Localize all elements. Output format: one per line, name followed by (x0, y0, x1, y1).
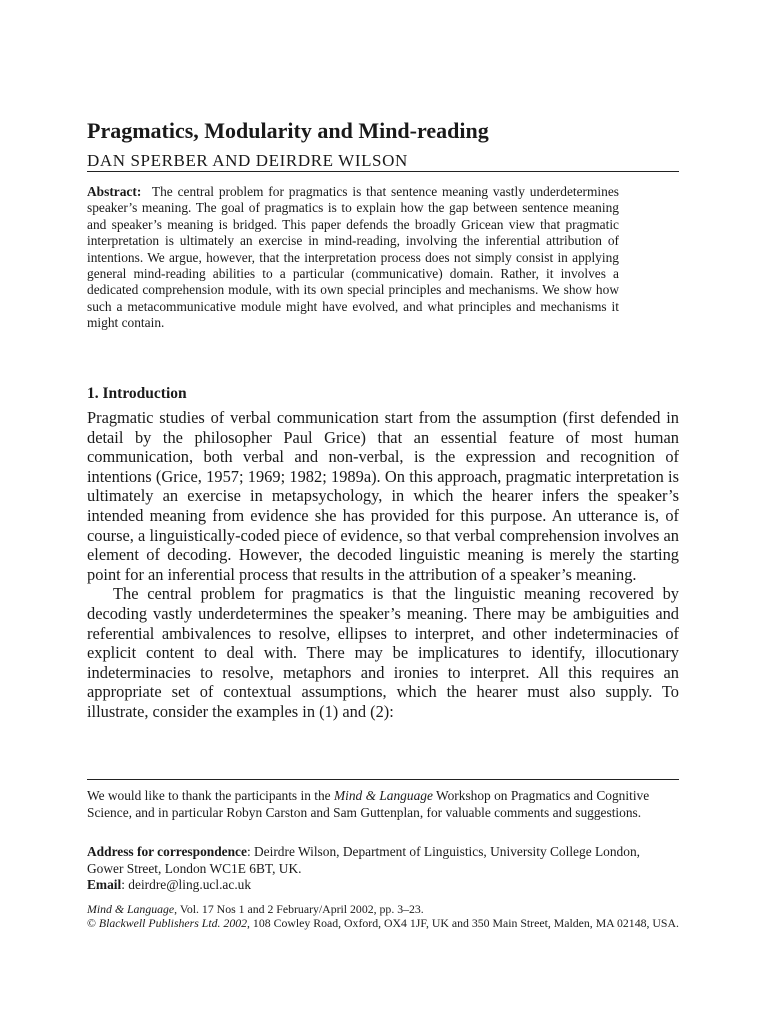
acknowledgement-note (87, 787, 679, 821)
email-label: Email (87, 877, 122, 892)
copyright-symbol: © (87, 916, 96, 930)
article-authors: DAN SPERBER AND DEIRDRE WILSON (87, 151, 408, 170)
body-paragraph: The central problem for pragmatics is that the linguistic meaning recovered by decoding vastly underdetermines the speaker’s meaning. There may be ambiguities and referential ambivalences to resolve, ellipses to interpret, and other indeterminacies of explicit content to deal with. There may be implicatures to identify, illocutionary indeterminacies to resolve, metaphors and ironies to interpret. All this requires an appropriate set of contextual assumptions, which the hearer must also supply. To illustrate, consider the examples in (1) and (2): (87, 584, 679, 721)
copyright-line (87, 916, 687, 931)
body-paragraph: Pragmatic studies of verbal communication start from the assumption (first defended in detail by the philosopher Paul Grice) that an essential feature of most human communication, both verbal and non-verbal, is the expression and recognition of intentions (Grice, 1957; 1969; 1982; 1989a). On this approach, pragmatic interpretation is ultimately an exercise in metapsychology, in which the hearer infers the speaker’s intended meaning from evidence she has provided for this purpose. An utterance is, of course, a linguistically-coded piece of evidence, so that verbal comprehension involves an element of decoding. However, the decoded linguistic meaning is merely the starting point for an inferential process that results in the attribution of a speaker’s meaning. (87, 408, 679, 584)
footnote-divider (87, 779, 679, 780)
title-divider (87, 171, 679, 172)
email-note (87, 876, 679, 893)
citation-journal: Mind & Language (87, 902, 175, 916)
publisher-name: Blackwell Publishers Ltd. 2002 (98, 916, 248, 930)
journal-citation (87, 902, 687, 917)
thanks-text: We would like to thank the participants in the (87, 788, 334, 803)
abstract (87, 184, 619, 332)
section-heading: 1. Introduction (87, 385, 187, 402)
journal-name: Mind & Language (333, 788, 433, 803)
abstract-text: The central problem for pragmatics is that sentence meaning vastly underdetermines speaker’s meaning. The goal of pragmatics is to explain how the gap between sentence meaning and speaker’s meaning is bridged. This paper defends the broadly Gricean view that pragmatic interpretation is ultimately an exercise in mind-reading, involving the inferential attribution of intentions. We argue, however, that the interpretation process does not simply consist in applying general mind-reading abilities to a particular (communicative) domain. Rather, it involves a dedicated comprehension module, with its own special principles and mechanisms. We show how such a metacommunicative module might have evolved, and what principles and mechanisms it might contain. (87, 184, 619, 331)
section-body (87, 408, 679, 722)
correspondence-note (87, 843, 679, 877)
publisher-address: , 108 Cowley Road, Oxford, OX4 1JF, UK and 350 Main Street, Malden, MA 02148, USA. (247, 916, 679, 930)
article-title: Pragmatics, Modularity and Mind-reading (87, 118, 489, 143)
citation-details: , Vol. 17 Nos 1 and 2 February/April 2002, pp. 3–23. (174, 902, 424, 916)
address-text: : Deirdre Wilson, Department of Linguistics, University College London, Gower Street, London WC1E 6BT, UK. (87, 844, 640, 876)
thanks-text-continued: Workshop on Pragmatics and Cognitive Science, and in particular Robyn Carston and Sam Guttenplan, for valuable comments and suggestions. (87, 788, 650, 820)
email-address: : deirdre@ling.ucl.ac.uk (121, 877, 252, 892)
address-label: Address for correspondence (87, 844, 247, 859)
abstract-label: Abstract: (87, 184, 142, 199)
